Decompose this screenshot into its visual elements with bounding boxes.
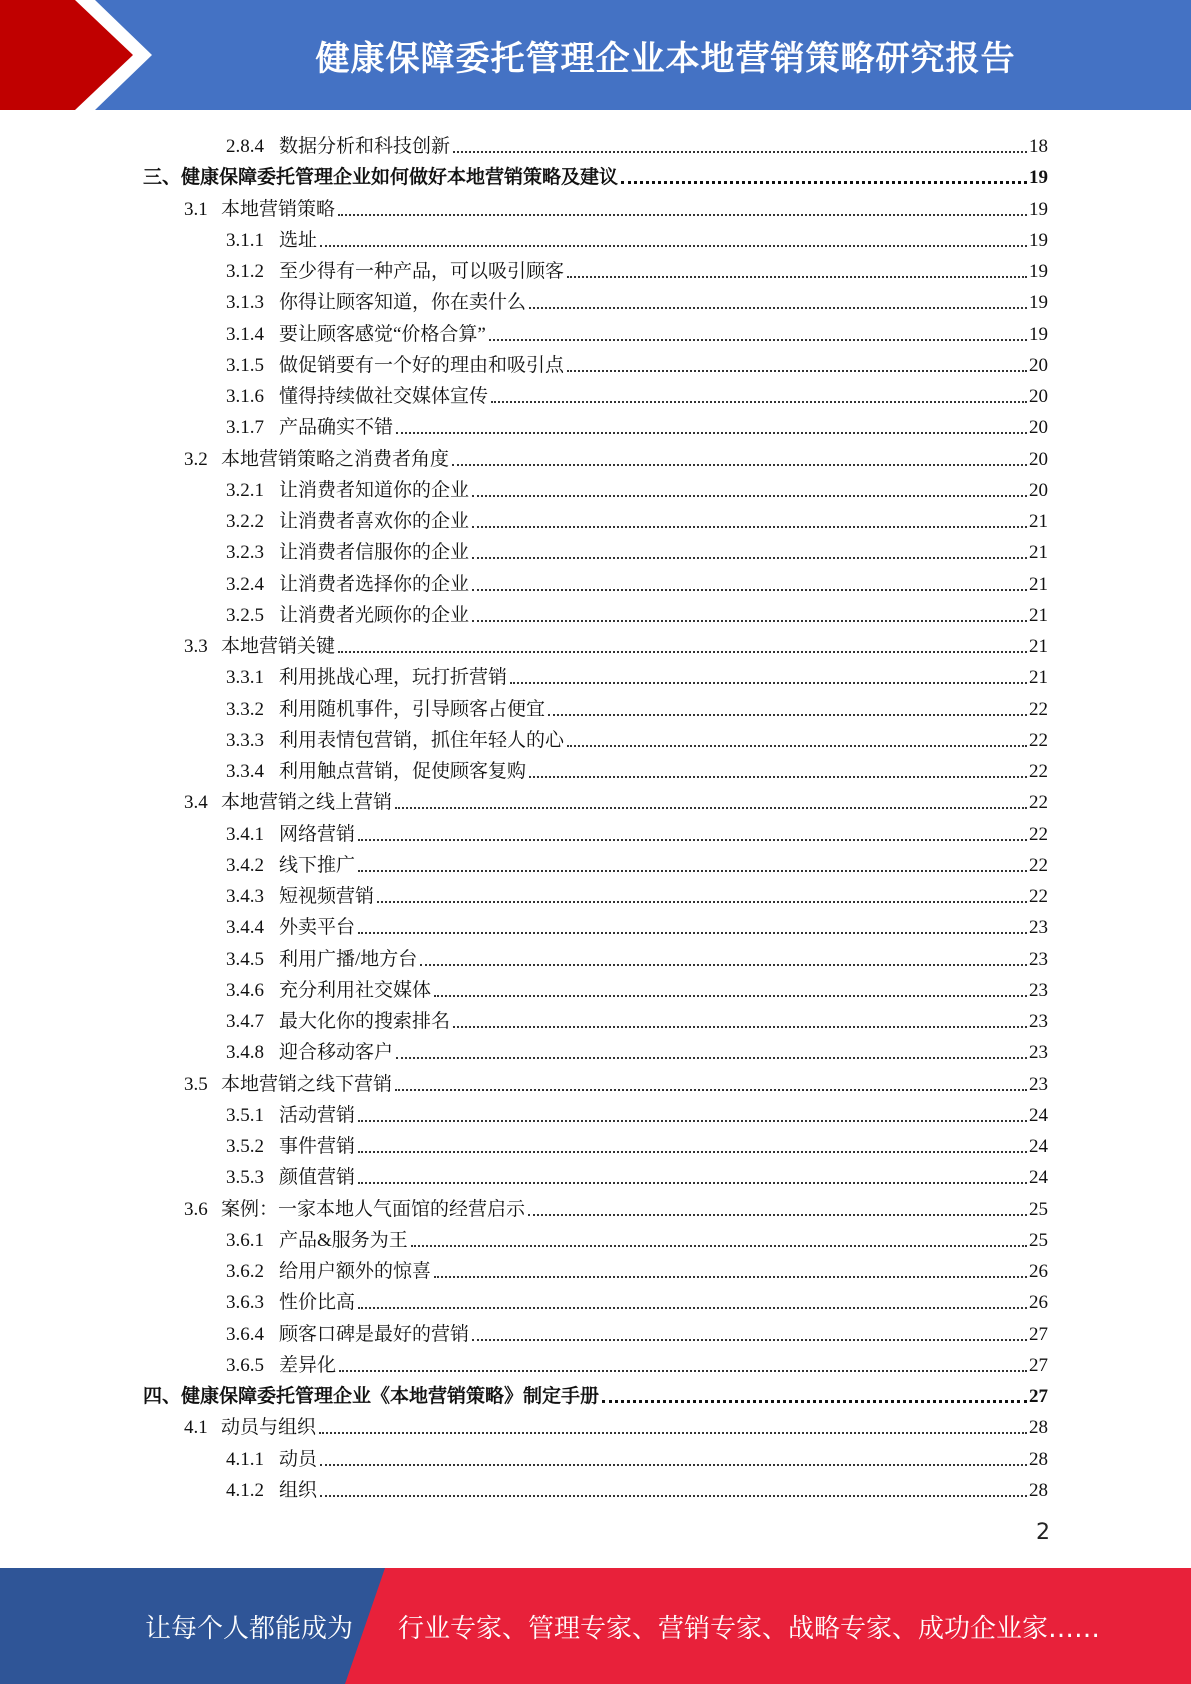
toc-entry-number: 3.2.2 [226,511,264,532]
toc-entry-title: 四、健康保障委托管理企业《本地营销策略》制定手册 [143,1386,600,1407]
toc-entry[interactable] [184,190,1048,221]
toc-entry[interactable] [226,1283,1048,1314]
toc-entry-page: 21 [1029,573,1048,595]
toc-entry-number: 3.5.1 [226,1104,264,1126]
toc-entry-page: 27 [1029,1323,1048,1345]
toc-entry-page: 24 [1029,1136,1048,1157]
toc-entry-leader [358,1307,1027,1309]
toc-entry-page: 23 [1029,948,1048,970]
toc-entry-leader [411,1245,1027,1247]
toc-entry-title: 差异化 [279,1354,337,1376]
toc-entry-number: 3.2.5 [226,604,264,626]
toc-entry-leader [472,589,1027,591]
toc-entry-title: 动员与组织 [221,1417,317,1439]
toc-entry-leader [377,901,1027,903]
toc-entry[interactable] [226,283,1048,314]
toc-entry-page: 19 [1029,261,1048,282]
toc-entry[interactable] [226,752,1048,783]
toc-entry-number: 3.4.8 [226,1042,264,1064]
toc-entry-title: 让消费者选择你的企业 [279,573,470,595]
page-number: 2 [1036,1520,1050,1545]
toc-entry-number: 3.1.3 [226,292,264,314]
toc-entry-number: 3.5.3 [226,1167,264,1189]
toc-entry-page: 25 [1029,1229,1048,1251]
toc-entry-leader [395,1089,1027,1091]
toc-entry-number: 4.1.2 [226,1479,264,1501]
toc-entry-page: 23 [1029,1073,1048,1095]
toc-entry-page: 22 [1029,854,1048,876]
toc-entry-number: 3.3.3 [226,729,264,751]
toc-entry-title: 短视频营销 [279,886,375,907]
toc-entry-title: 本地营销关键 [221,636,336,657]
footer-banner [0,1568,1191,1684]
toc-entry-number: 3.4.7 [226,1011,264,1032]
toc-entry-leader [529,307,1027,309]
toc-entry-leader [320,1464,1027,1466]
toc-entry-page: 23 [1029,1042,1048,1064]
toc-entry[interactable] [226,908,1048,939]
toc-entry-number: 3.6.1 [226,1229,264,1251]
toc-entry-number: 3.4.1 [226,823,264,845]
toc-entry-number: 3.4.4 [226,917,264,939]
toc-entry-page: 24 [1029,1104,1048,1126]
toc-entry[interactable] [226,221,1048,252]
toc-entry-page: 22 [1029,792,1048,814]
toc-entry[interactable] [184,1065,1048,1096]
toc-entry-leader [358,932,1027,934]
toc-entry-page: 22 [1029,886,1048,907]
toc-entry-title: 活动营销 [279,1104,356,1126]
toc-entry-number: 3.1.5 [226,354,264,376]
toc-entry-title: 案例：一家本地人气面馆的经营启示 [221,1198,526,1220]
toc-entry-leader [472,557,1027,559]
toc-entry-page: 22 [1029,698,1048,720]
toc-entry-page: 20 [1029,417,1048,439]
toc-entry-number: 4.1.1 [226,1448,264,1470]
toc-entry-number: 3.2.4 [226,573,264,595]
toc-entry-title: 产品确实不错 [279,417,394,439]
toc-entry-leader [528,1214,1027,1216]
toc-entry-title: 本地营销策略 [221,198,336,220]
toc-entry-page: 25 [1029,1198,1048,1220]
toc-entry-leader [358,1151,1027,1153]
toc-entry-leader [358,870,1027,872]
toc-entry-number: 3.2.3 [226,542,264,564]
toc-entry-number: 4.1 [184,1417,208,1439]
toc-entry-leader [358,1182,1027,1184]
document-title: 健康保障委托管理企业本地营销策略研究报告 [315,38,1016,79]
toc-entry[interactable] [184,1408,1048,1439]
toc-entry-page: 19 [1029,167,1048,189]
toc-entry-number: 3.4.5 [226,948,264,970]
toc-entry-title: 外卖平台 [279,917,356,939]
toc-entry[interactable] [226,408,1048,439]
toc-entry-page: 28 [1029,1417,1048,1439]
toc-entry-title: 利用表情包营销，抓住年轻人的心 [279,729,565,751]
toc-entry-number: 2.8.4 [226,136,264,157]
toc-entry-number: 3.1.7 [226,417,264,439]
toc-entry[interactable] [226,346,1048,377]
toc-entry-number: 3.3.2 [226,698,264,720]
toc-entry-title: 动员 [279,1448,318,1470]
toc-entry-leader [491,401,1027,403]
toc-entry-title: 迎合移动客户 [279,1042,394,1064]
toc-entry-leader [338,651,1027,653]
toc-entry-number: 3.6.4 [226,1323,264,1345]
toc-entry-number: 3.6.5 [226,1354,264,1376]
toc-entry-leader [338,214,1027,216]
toc-entry[interactable] [226,815,1048,846]
toc-entry-title: 事件营销 [279,1136,356,1157]
toc-entry-page: 20 [1029,354,1048,376]
toc-entry-leader [472,620,1027,622]
toc-entry-number: 3.1.2 [226,261,264,282]
toc-entry[interactable] [226,658,1048,689]
toc-entry[interactable] [184,627,1048,658]
toc-entry-leader [472,1339,1027,1341]
toc-entry-page: 26 [1029,1292,1048,1314]
toc-entry-page: 26 [1029,1261,1048,1282]
toc-entry[interactable] [226,1252,1048,1283]
toc-entry-leader [339,1370,1027,1372]
toc-entry-page: 21 [1029,511,1048,532]
toc-entry-page: 19 [1029,323,1048,345]
toc-entry-leader [395,807,1027,809]
toc-entry[interactable] [226,1471,1048,1502]
toc-entry[interactable] [226,502,1048,533]
toc-entry-leader [621,181,1027,184]
toc-entry-number: 3.4.6 [226,979,264,1001]
toc-entry-page: 22 [1029,729,1048,751]
toc-entry-title: 利用随机事件，引导顾客占便宜 [279,698,546,720]
toc-entry-page: 21 [1029,604,1048,626]
toc-entry-number: 3.6.2 [226,1261,264,1282]
toc-entry-number: 3.3.1 [226,667,264,689]
toc-entry[interactable] [226,315,1048,346]
footer-roles: 行业专家、管理专家、营销专家、战略专家、成功企业家…… [398,1613,1101,1644]
toc-entry-leader [420,964,1027,966]
toc-entry[interactable] [226,1033,1048,1064]
toc-entry-page: 28 [1029,1479,1048,1501]
toc-entry[interactable] [226,846,1048,877]
toc-entry-title: 至少得有一种产品，可以吸引顾客 [279,261,565,282]
toc-entry-number: 3.3 [184,636,208,657]
toc-entry-title: 让消费者信服你的企业 [279,542,470,564]
toc-entry-leader [320,1495,1027,1497]
toc-entry-title: 要让顾客感觉“价格合算” [279,323,486,345]
toc-entry-page: 28 [1029,1448,1048,1470]
toc-entry[interactable] [143,1377,1048,1408]
toc-entry-number: 3.4.2 [226,854,264,876]
toc-entry-title: 本地营销策略之消费者角度 [221,448,450,470]
toc-entry-leader [472,526,1027,528]
toc-entry[interactable] [226,1440,1048,1471]
toc-entry[interactable] [226,533,1048,564]
toc-entry-page: 21 [1029,667,1048,689]
toc-entry-number: 3.4 [184,792,208,814]
toc-entry-title: 线下推广 [279,854,356,876]
toc-entry-page: 21 [1029,542,1048,564]
toc-entry-leader [452,464,1027,466]
toc-entry-title: 给用户额外的惊喜 [279,1261,432,1282]
toc-entry-page: 22 [1029,823,1048,845]
toc-entry-number: 3.5.2 [226,1136,264,1157]
toc-entry-title: 利用触点营销，促使顾客复购 [279,761,527,782]
toc-entry-number: 3.4.3 [226,886,264,907]
toc-entry[interactable] [226,1096,1048,1127]
toc-entry-page: 23 [1029,979,1048,1001]
toc-entry[interactable] [143,158,1048,189]
toc-entry-leader [567,370,1027,372]
toc-entry[interactable] [226,1221,1048,1252]
toc-entry-leader [567,745,1027,747]
toc-entry-page: 19 [1029,229,1048,251]
toc-entry-page: 21 [1029,636,1048,657]
toc-entry-title: 产品&服务为王 [279,1229,408,1251]
toc-entry-leader [320,245,1027,247]
toc-entry-title: 让消费者喜欢你的企业 [279,511,470,532]
toc-entry[interactable] [226,877,1048,908]
toc-entry-title: 数据分析和科技创新 [279,136,451,157]
toc-entry-page: 23 [1029,917,1048,939]
toc-entry-title: 颜值营销 [279,1167,356,1189]
toc-entry[interactable] [226,690,1048,721]
toc-entry-number: 3.6 [184,1198,208,1220]
toc-entry[interactable] [226,471,1048,502]
toc-entry[interactable] [226,1346,1048,1377]
toc-entry-page: 22 [1029,761,1048,782]
toc-entry-title: 让消费者知道你的企业 [279,479,470,501]
toc-entry-title: 本地营销之线下营销 [221,1073,393,1095]
toc-entry-title: 组织 [279,1479,318,1501]
toc-entry-leader [602,1400,1027,1403]
toc-entry-number: 3.1.4 [226,323,264,345]
toc-entry-leader [489,339,1027,341]
toc-entry-number: 3.1 [184,198,208,220]
toc-entry-page: 20 [1029,448,1048,470]
toc-entry-page: 18 [1029,136,1048,157]
toc-entry-title: 三、健康保障委托管理企业如何做好本地营销策略及建议 [143,167,619,189]
toc-entry-title: 利用广播/地方台 [279,948,418,970]
toc-entry-page: 19 [1029,292,1048,314]
toc-entry-title: 性价比高 [279,1292,356,1314]
toc-entry-number: 3.6.3 [226,1292,264,1314]
toc-entry-leader [453,1026,1027,1028]
toc-entry-leader [472,495,1027,497]
toc-entry-page: 23 [1029,1011,1048,1032]
toc-entry[interactable] [226,596,1048,627]
toc-entry-leader [529,776,1027,778]
toc-entry-leader [510,682,1027,684]
toc-entry[interactable] [184,783,1048,814]
toc-entry[interactable] [226,940,1048,971]
toc-entry-leader [358,839,1027,841]
toc-entry[interactable] [226,565,1048,596]
toc-entry-title: 顾客口碑是最好的营销 [279,1323,470,1345]
toc-entry[interactable] [226,1315,1048,1346]
header-banner [0,0,1191,110]
toc-entry[interactable] [226,721,1048,752]
toc-entry-title: 利用挑战心理，玩打折营销 [279,667,508,689]
toc-entry-number: 3.5 [184,1073,208,1095]
toc-entry-title: 让消费者光顾你的企业 [279,604,470,626]
toc-entry-title: 做促销要有一个好的理由和吸引点 [279,354,565,376]
toc-entry-title: 选址 [279,229,318,251]
toc-entry[interactable] [226,127,1048,158]
toc-entry-number: 3.1.6 [226,386,264,407]
toc-entry-leader [434,995,1027,997]
toc-entry-page: 19 [1029,198,1048,220]
toc-entry[interactable] [184,440,1048,471]
toc-entry[interactable] [226,1127,1048,1158]
toc-entry[interactable] [184,1190,1048,1221]
toc-entry[interactable] [226,1002,1048,1033]
toc-entry-title: 懂得持续做社交媒体宣传 [279,386,489,407]
toc-entry-title: 网络营销 [279,823,356,845]
toc-entry-leader [396,432,1027,434]
toc-entry-number: 3.2 [184,448,208,470]
toc-entry-page: 24 [1029,1167,1048,1189]
toc-entry-leader [319,1432,1027,1434]
toc-entry-page: 20 [1029,479,1048,501]
toc-entry-number: 3.3.4 [226,761,264,782]
toc-entry-title: 你得让顾客知道，你在卖什么 [279,292,527,314]
toc-entry-leader [396,1057,1027,1059]
toc-entry-leader [453,151,1027,153]
toc-entry-number: 3.2.1 [226,479,264,501]
toc-entry-page: 20 [1029,386,1048,407]
toc-entry[interactable] [226,1158,1048,1189]
toc-entry[interactable] [226,971,1048,1002]
toc-entry-page: 27 [1029,1386,1048,1407]
toc-entry-leader [434,1276,1027,1278]
footer-slogan: 让每个人都能成为 [145,1613,354,1644]
toc-entry-leader [358,1120,1027,1122]
toc-entry[interactable] [226,377,1048,408]
toc-entry-title: 本地营销之线上营销 [221,792,393,814]
toc-entry-title: 充分利用社交媒体 [279,979,432,1001]
toc-entry[interactable] [226,252,1048,283]
toc-entry-page: 27 [1029,1354,1048,1376]
toc-entry-number: 3.1.1 [226,229,264,251]
toc-entry-leader [567,276,1027,278]
toc-entry-leader [548,714,1027,716]
toc-entry-title: 最大化你的搜索排名 [279,1011,451,1032]
